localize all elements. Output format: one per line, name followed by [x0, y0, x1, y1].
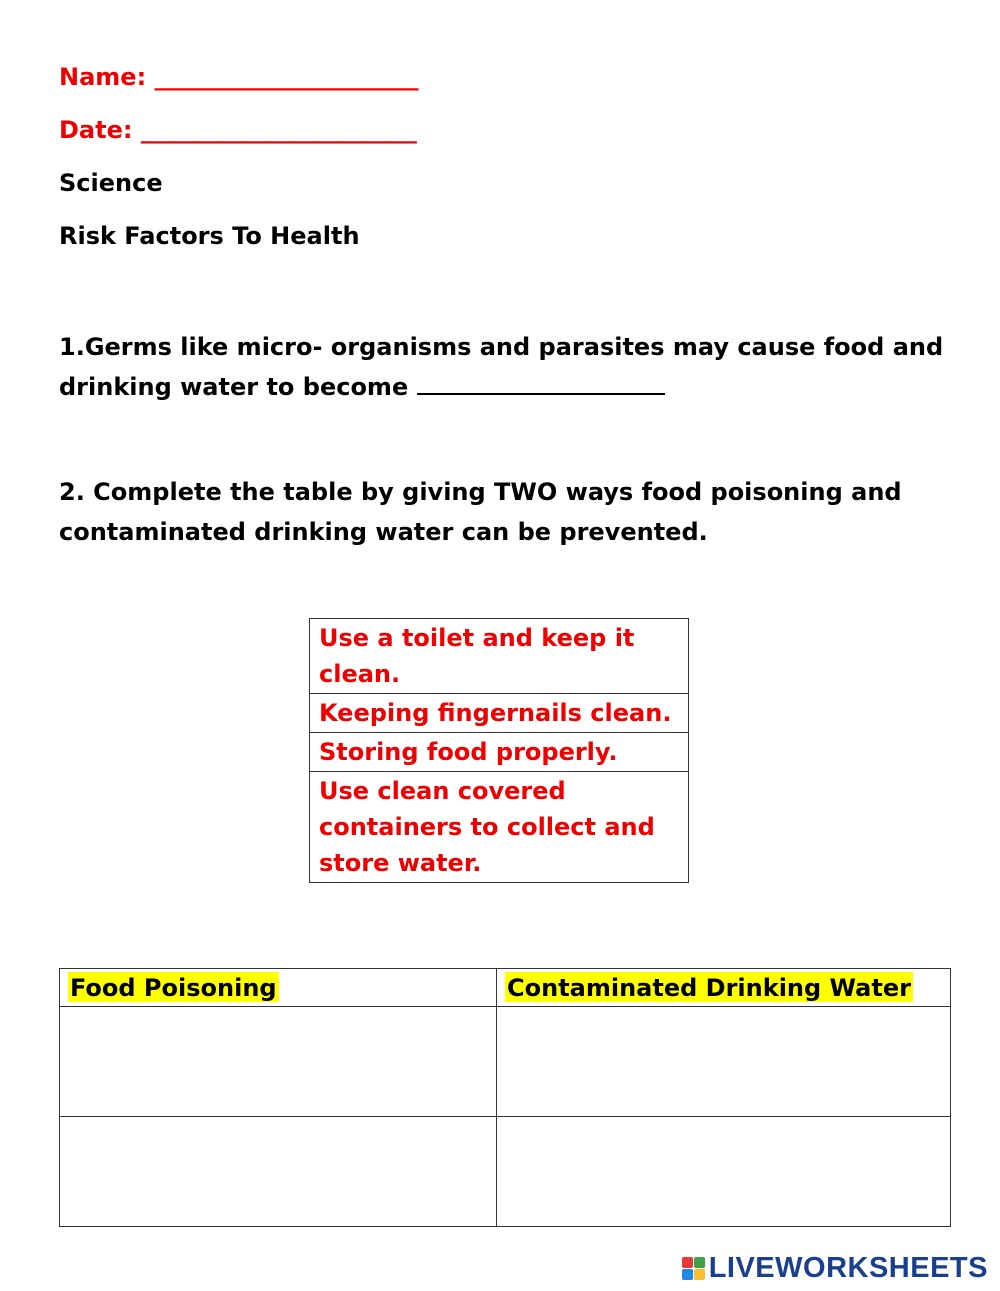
question-1-answer-blank[interactable]	[417, 375, 665, 395]
question-2	[59, 472, 959, 552]
date-field[interactable]: _______________________	[140, 116, 417, 144]
brand-name: LIVEWORKSHEETS	[708, 1252, 988, 1284]
date-line	[59, 115, 417, 145]
name-label: Name:	[59, 63, 147, 91]
liveworksheets-logo	[682, 1252, 988, 1285]
table-row	[60, 1007, 951, 1117]
name-field[interactable]: ______________________	[154, 63, 419, 91]
table-row	[60, 1117, 951, 1227]
date-label: Date:	[59, 116, 133, 144]
drop-zone-contaminated-water-1[interactable]	[497, 1007, 951, 1117]
subject-heading: Science	[59, 169, 163, 197]
answer-table	[59, 968, 951, 1227]
word-bank-item[interactable]: Use clean covered containers to collect and store water.	[310, 772, 689, 883]
name-line	[59, 62, 419, 92]
brand-logo-icon	[682, 1257, 705, 1280]
word-bank	[309, 618, 689, 883]
word-bank-item[interactable]: Storing food properly.	[310, 733, 689, 772]
topic-heading: Risk Factors To Health	[59, 222, 360, 250]
word-bank-item[interactable]: Keeping fingernails clean.	[310, 694, 689, 733]
question-1	[59, 327, 959, 407]
question-1-text: 1.Germs like micro- organisms and parasites may cause food and drinking water to become	[59, 333, 944, 401]
column-header-food-poisoning: Food Poisoning	[60, 969, 497, 1007]
column-header-contaminated-water: Contaminated Drinking Water	[497, 969, 951, 1007]
word-bank-item[interactable]: Use a toilet and keep it clean.	[310, 619, 689, 694]
question-2-text: 2. Complete the table by giving TWO ways food poisoning and contaminated drinking water can be prevented.	[59, 478, 902, 546]
drop-zone-food-poisoning-2[interactable]	[60, 1117, 497, 1227]
drop-zone-contaminated-water-2[interactable]	[497, 1117, 951, 1227]
drop-zone-food-poisoning-1[interactable]	[60, 1007, 497, 1117]
